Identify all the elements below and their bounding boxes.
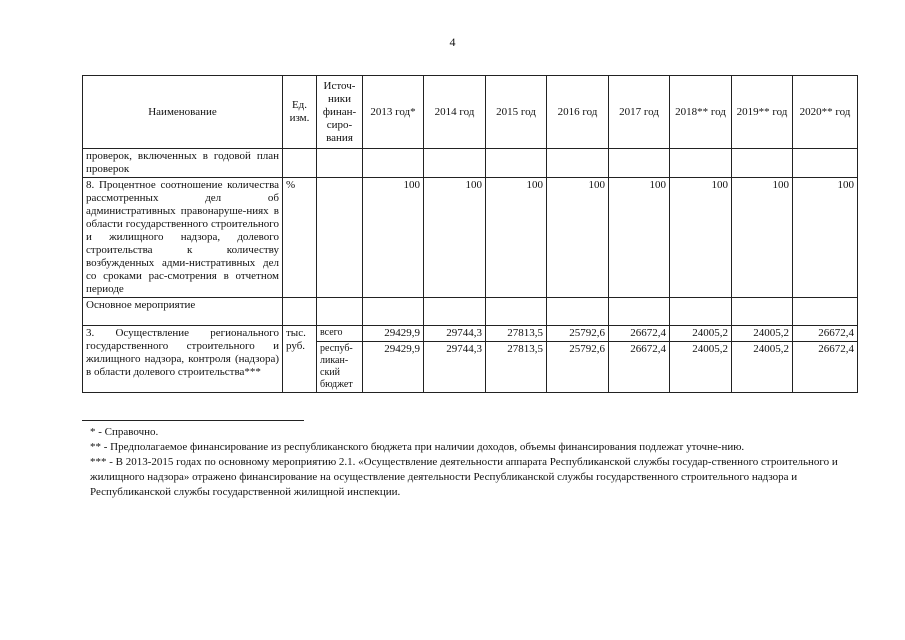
indicator-8-unit: % [283,178,317,298]
header-2018: 2018** год [670,76,732,149]
footnote-divider [82,420,304,421]
total-2016: 25792,6 [547,326,609,342]
header-2013: 2013 год* [363,76,424,149]
total-2017: 26672,4 [609,326,670,342]
empty-cell [486,298,547,326]
empty-cell [424,298,486,326]
footnote-1: * - Справочно. [90,426,159,438]
empty-cell [732,298,793,326]
budget-2020: 26672,4 [793,342,858,393]
event-3-unit [283,326,317,393]
empty-cell [793,298,858,326]
empty-cell [363,149,424,178]
total-2015: 27813,5 [486,326,547,342]
indicator-8-value-2013: 100 [363,178,424,298]
total-2019: 24005,2 [732,326,793,342]
indicator-8-value-2017: 100 [609,178,670,298]
header-2019: 2019** год [732,76,793,149]
table-row [83,298,858,326]
budget-2019: 24005,2 [732,342,793,393]
empty-cell [547,298,609,326]
unit-line: руб. [286,340,306,352]
source-total: всего [317,326,363,342]
empty-cell [317,149,363,178]
empty-cell [424,149,486,178]
header-2014: 2014 год [424,76,486,149]
page-number: 4 [449,35,456,49]
empty-cell [732,149,793,178]
empty-cell [486,149,547,178]
budget-2018: 24005,2 [670,342,732,393]
program-indicators-table [82,75,858,393]
total-2014: 29744,3 [424,326,486,342]
continuation-text: проверок, включенных в годовой план проверок [83,149,283,178]
unit-line: тыс. [286,327,306,339]
budget-2016: 25792,6 [547,342,609,393]
total-2013: 29429,9 [363,326,424,342]
indicator-8-value-2016: 100 [547,178,609,298]
budget-2013: 29429,9 [363,342,424,393]
indicator-8-value-2020: 100 [793,178,858,298]
empty-cell [283,298,317,326]
table-header-row [83,76,858,149]
indicator-8-value-2014: 100 [424,178,486,298]
footnote-2: ** - Предполагаемое финансирование из республиканского бюджета при наличии доходов, объемы финансирования подлежат уточне-нию. [90,441,745,453]
header-unit: Ед. изм. [283,76,317,149]
budget-2017: 26672,4 [609,342,670,393]
empty-cell [793,149,858,178]
total-2020: 26672,4 [793,326,858,342]
indicator-8-name: 8. Процентное соотношение количества рассмотренных дел об административных правонаруше-ниях в области государственного строительного и жилищного надзора, долевого строительства к количеству возбужденных адми-нистративных дел со сроками рас-смотрения в отчетном периоде [83,178,283,298]
header-name: Наименование [83,76,283,149]
header-source: Источ-ники финан-сиро-вания [317,76,363,149]
indicator-8-value-2015: 100 [486,178,547,298]
header-2016: 2016 год [547,76,609,149]
empty-cell [363,298,424,326]
header-2017: 2017 год [609,76,670,149]
empty-cell [317,298,363,326]
footnote-3: *** - В 2013-2015 годах по основному мероприятию 2.1. «Осуществление деятельности аппарата Республиканской службы государ-ственного строительного и жилищного надзора» отражено финансирование на осуществление деятельности Республиканской службы государственного строительного надзора и Республиканской службы государственной жилищной инспекции. [90,456,838,498]
indicator-8-value-2019: 100 [732,178,793,298]
empty-cell [283,149,317,178]
table-row [83,149,858,178]
budget-2014: 29744,3 [424,342,486,393]
event-3-name: 3. Осуществление регионального государственного строительного и жилищного надзора, контроля (надзора) в области долевого строительства*** [83,326,283,393]
empty-cell [317,178,363,298]
indicator-8-value-2018: 100 [670,178,732,298]
empty-cell [609,298,670,326]
footnotes [82,420,842,500]
empty-cell [670,298,732,326]
empty-cell [609,149,670,178]
budget-2015: 27813,5 [486,342,547,393]
table-row [83,178,858,298]
empty-cell [547,149,609,178]
header-2020: 2020** год [793,76,858,149]
empty-cell [670,149,732,178]
main-event-label: Основное мероприятие [83,298,283,326]
total-2018: 24005,2 [670,326,732,342]
source-republican-budget: респуб-ликан-ский бюджет [317,342,363,393]
table-row [83,326,858,342]
header-2015: 2015 год [486,76,547,149]
